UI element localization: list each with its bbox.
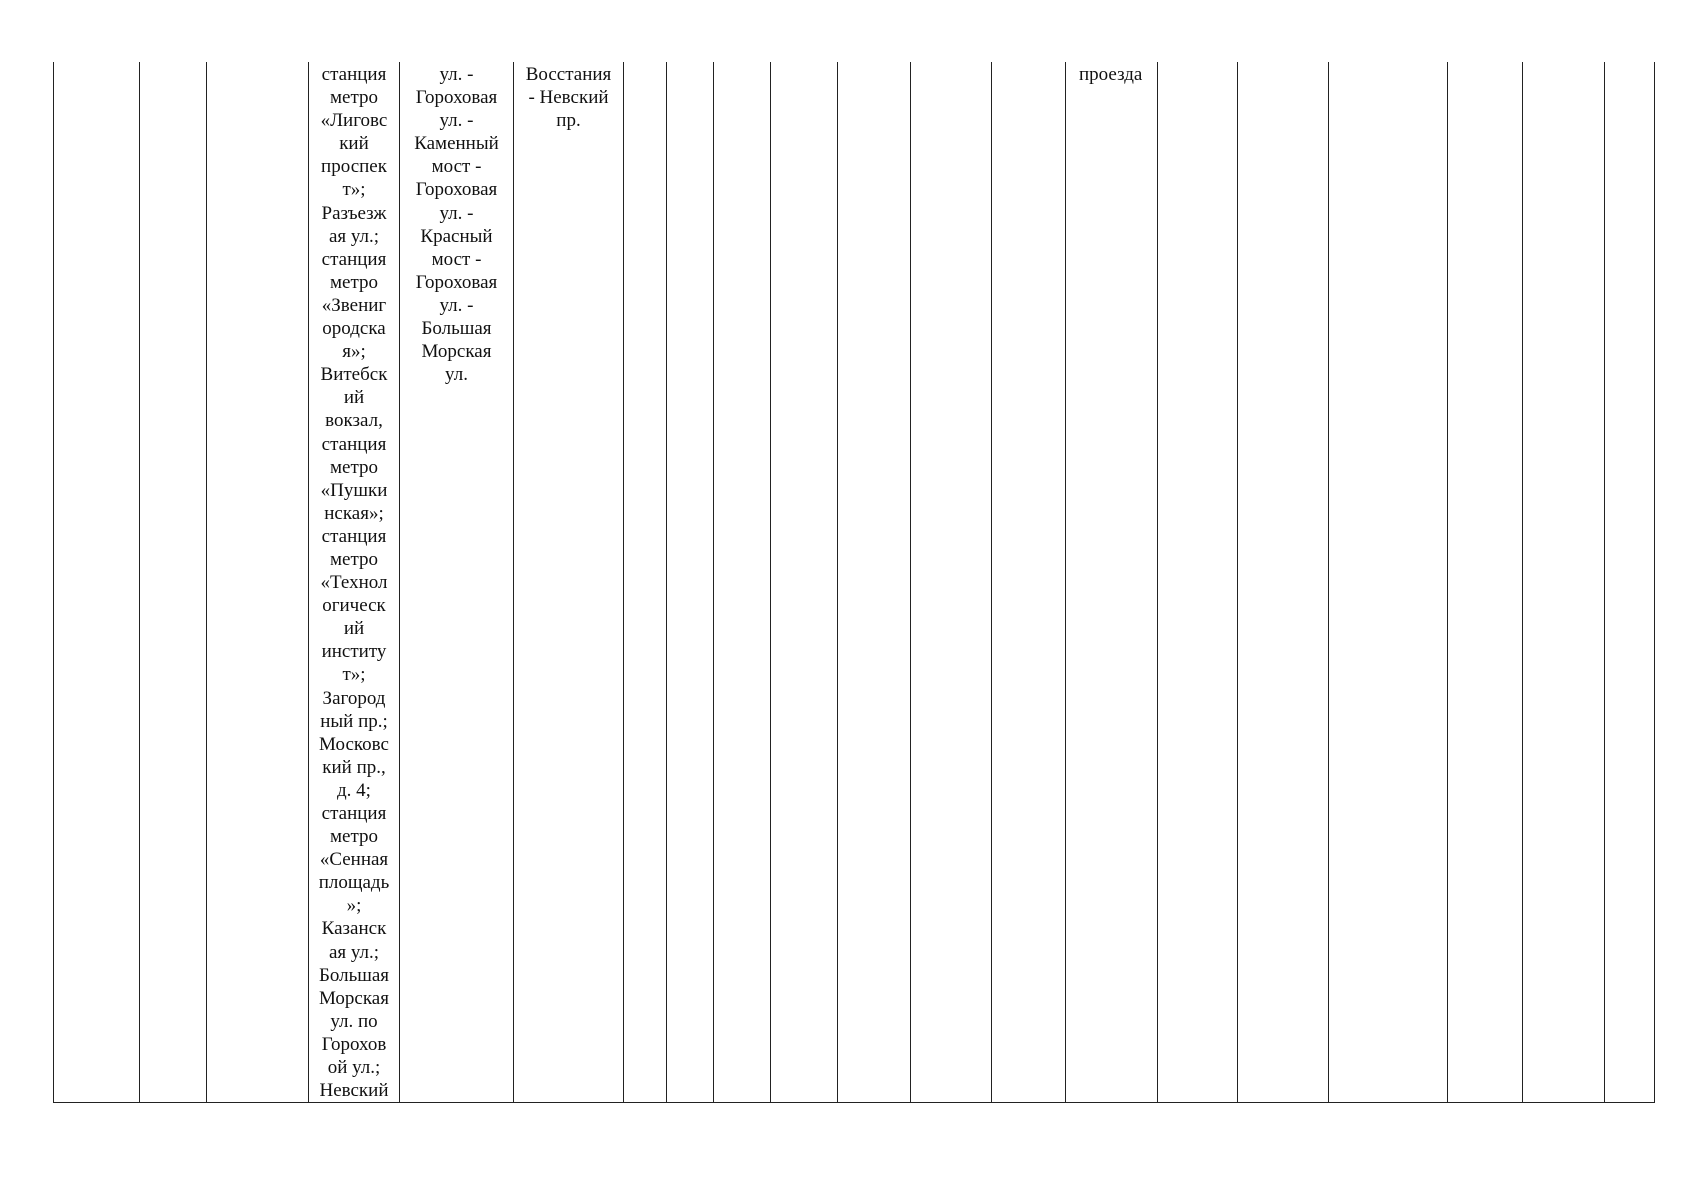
table-cell-3 — [207, 62, 309, 1103]
table-cell-19 — [1523, 62, 1605, 1103]
route-table — [53, 62, 1655, 1103]
table-cell-18 — [1448, 62, 1523, 1103]
route-streets-text: ул. - Гороховая ул. - Каменный мост - Гороховая ул. - Красный мост - Гороховая ул. - Большая Морская ул. — [414, 64, 499, 386]
table-cell-12 — [911, 62, 992, 1103]
table-cell-4 — [309, 62, 400, 1103]
fare-type-text: проезда — [1079, 64, 1143, 85]
table-cell-16 — [1238, 62, 1329, 1103]
table-cell-17 — [1329, 62, 1448, 1103]
table-cell-6 — [514, 62, 624, 1103]
table-cell-7 — [624, 62, 667, 1103]
table-cell-14 — [1066, 62, 1158, 1103]
table-cell-2 — [140, 62, 207, 1103]
route-stops-text: станция метро «Лиговс кий проспек т»; Разъезж ая ул.; станция метро «Звениг ородска я»; Витебск ий вокзал, станция метро «Пушки нская»; станция метро «Технол огическ ий институ т»; Загород ный пр.; Московс кий пр., д. 4; станция метро «Сенная площадь »; Казанск ая ул.; Большая Морская ул. по Горохов ой ул.; Невский — [318, 64, 390, 1102]
table-cell-1 — [54, 62, 140, 1103]
table-cell-20 — [1605, 62, 1655, 1103]
table-cell-15 — [1158, 62, 1238, 1103]
table-cell-5 — [400, 62, 514, 1103]
table-row — [54, 62, 1655, 1103]
table-cell-13 — [992, 62, 1066, 1103]
table-cell-10 — [771, 62, 838, 1103]
table-cell-8 — [667, 62, 714, 1103]
route-section-text: Восстания - Невский пр. — [525, 64, 612, 132]
table-cell-9 — [714, 62, 771, 1103]
table-cell-11 — [838, 62, 911, 1103]
